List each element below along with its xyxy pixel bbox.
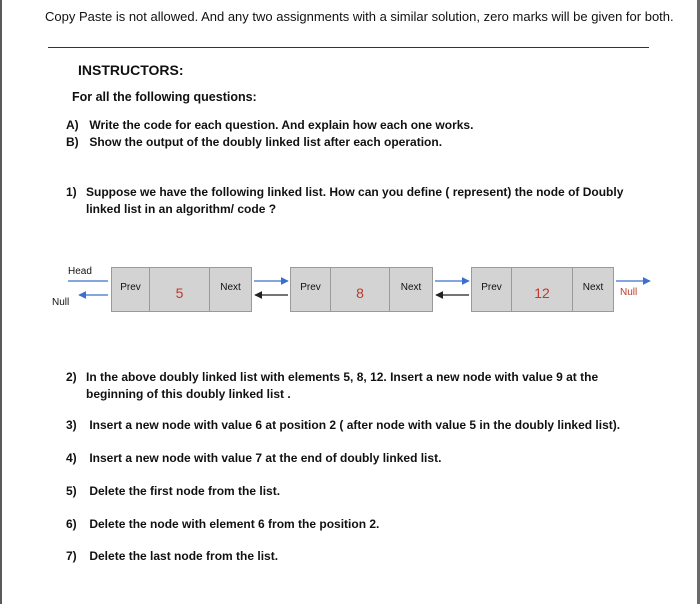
- next-field: Next: [582, 282, 604, 293]
- null-left-label: Null: [52, 297, 70, 308]
- divider-line: [48, 47, 649, 48]
- instruction-text: Show the output of the doubly linked list after each operation.: [89, 135, 443, 149]
- null-right-label: Null: [620, 287, 638, 298]
- question-number: 2): [66, 370, 77, 384]
- node-value: 5: [150, 268, 210, 311]
- question-1: [66, 184, 656, 218]
- instruction-b: [66, 135, 442, 149]
- instructors-heading: INSTRUCTORS:: [78, 62, 184, 78]
- instruction-letter: A): [66, 118, 79, 132]
- question-number: 4): [66, 451, 77, 465]
- question-text: Delete the first node from the list.: [89, 484, 281, 498]
- next-field: Next: [220, 282, 241, 293]
- notice-text: Copy Paste is not allowed. And any two assignments with a similar solution, zero marks will be given for both.: [45, 9, 674, 24]
- question-text: Suppose we have the following linked list. How can you define ( represent) the node of Doubly linked list in an algorithm/ code ?: [86, 185, 624, 216]
- question-number: 1): [66, 185, 77, 199]
- prev-field: Prev: [291, 268, 331, 311]
- question-number: 3): [66, 418, 77, 432]
- question-text: Insert a new node with value 6 at position 2 ( after node with value 5 in the doubly linked list).: [89, 418, 621, 432]
- question-text: Delete the last node from the list.: [89, 549, 279, 563]
- subheading: For all the following questions:: [72, 90, 257, 104]
- prev-field: Prev: [472, 268, 512, 311]
- question-4: [66, 451, 441, 465]
- left-edge: [0, 0, 2, 604]
- question-number: 7): [66, 549, 77, 563]
- question-number: 6): [66, 517, 77, 531]
- head-label: Head: [68, 266, 92, 277]
- question-2: [66, 369, 656, 403]
- instruction-a: [66, 118, 473, 132]
- node-8: [290, 267, 433, 312]
- question-7: [66, 549, 278, 563]
- question-number: 5): [66, 484, 77, 498]
- node-12: [471, 267, 614, 312]
- instruction-text: Write the code for each question. And explain how each one works.: [89, 118, 474, 132]
- question-5: [66, 484, 280, 498]
- question-6: [66, 517, 379, 531]
- question-text: In the above doubly linked list with elements 5, 8, 12. Insert a new node with value 9 at the beginning of this doubly linked list .: [86, 370, 599, 401]
- question-text: Delete the node with element 6 from the position 2.: [89, 517, 380, 531]
- node-5: [111, 267, 252, 312]
- prev-field: Prev: [112, 268, 150, 311]
- instruction-letter: B): [66, 135, 79, 149]
- node-value: 12: [512, 268, 573, 311]
- node-value: 8: [331, 268, 390, 311]
- next-field: Next: [400, 282, 422, 293]
- question-text: Insert a new node with value 7 at the end of doubly linked list.: [89, 451, 442, 465]
- question-3: [66, 418, 620, 432]
